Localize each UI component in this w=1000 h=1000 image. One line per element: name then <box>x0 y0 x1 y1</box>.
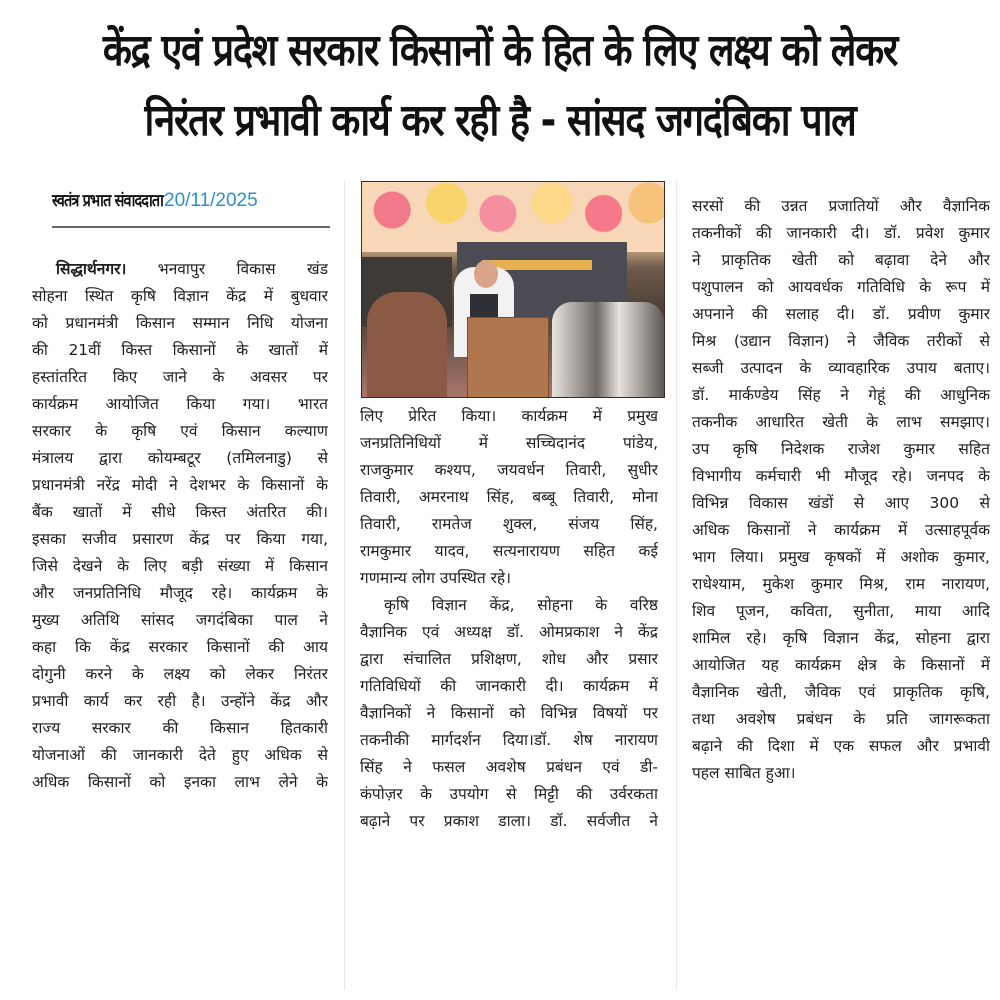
article-line: की 21वीं किस्त किसानों के खातों में <box>32 341 328 359</box>
article-line: वैज्ञानिक खेती, जैविक एवं प्राकृतिक कृषि, <box>692 683 990 701</box>
news-photo <box>361 181 665 398</box>
byline <box>52 188 330 212</box>
article-line: कहा कि केंद्र सरकार किसानों की आय <box>32 638 328 656</box>
article-line: सोहना स्थित कृषि विज्ञान केंद्र में बुधवार <box>32 287 328 305</box>
article-line: जिसे देखने के लिए बड़ी संख्या में किसान <box>32 557 328 575</box>
article-line: सरकार के कृषि एवं किसान कल्याण <box>32 422 328 440</box>
article-line: सब्जी उत्पादन के व्यावहारिक उपाय बताए। <box>692 359 990 377</box>
article-line: तकनीकों की जानकारी दी। डॉ. प्रवेश कुमार <box>692 224 990 242</box>
article-line: तकनीकी मार्गदर्शन दिया।डॉ. शेष नारायण <box>360 731 658 749</box>
article-line: पहल साबित हुआ। <box>692 764 796 782</box>
article-line: हस्तांतरित किए जाने के अवसर पर <box>32 368 328 386</box>
article-line: गणमान्य लोग उपस्थित रहे। <box>360 569 512 587</box>
article-line: राधेश्याम, मुकेश कुमार मिश्र, राम नारायण, <box>692 575 990 593</box>
article-line: को प्रधानमंत्री किसान सम्मान निधि योजना <box>32 314 328 332</box>
article-line: पशुपालन को आयवर्धक गतिविधि के रूप में <box>692 278 990 296</box>
article-line: प्रधानमंत्री नरेंद्र मोदी ने देशभर के किसानों के <box>32 476 328 494</box>
article-column-left <box>32 256 328 796</box>
article-line: राजकुमार कश्यप, जयवर्धन तिवारी, सुधीर <box>360 461 658 479</box>
article-line: उप कृषि निदेशक राजेश कुमार सहित <box>692 440 990 458</box>
photo-podium <box>467 317 549 398</box>
article-line: वैज्ञानिक एवं अध्यक्ष डॉ. ओमप्रकाश ने केंद्र <box>360 623 658 641</box>
column-divider-right <box>676 180 677 990</box>
article-line: ने प्राकृतिक खेती को बढ़ावा देने और <box>692 251 990 269</box>
article-line: मुख्य अतिथि सांसद जगदंबिका पाल ने <box>32 611 328 629</box>
article-line: शामिल रहे। कृषि विज्ञान केंद्र, सोहना द्वारा <box>692 629 990 647</box>
photo-speaker-head <box>474 260 498 288</box>
column-divider-left <box>344 180 345 990</box>
article-line: कृषि विज्ञान केंद्र, सोहना के वरिष्ठ <box>384 596 658 614</box>
article-line: विभिन्न विकास खंडों से आए 300 से <box>692 494 990 512</box>
article-line: जनप्रतिनिधियों में सच्चिदानंद पांडेय, <box>360 434 658 452</box>
headline-line-1: केंद्र एवं प्रदेश सरकार किसानों के हित के लिए लक्ष्य को लेकर <box>102 25 898 76</box>
headline-line-2: निरंतर प्रभावी कार्य कर रही है - सांसद जगदंबिका पाल <box>144 95 856 146</box>
article-line: कार्यक्रम आयोजित किया गया। भारत <box>32 395 328 413</box>
article-line: भाग लिया। प्रमुख कृषकों में अशोक कुमार, <box>692 548 990 566</box>
article-line: प्रभावी कार्य कर रही है। उन्होंने केंद्र और <box>32 692 328 710</box>
article-line: दोगुनी करने के लक्ष्य को लेकर निरंतर <box>32 665 328 683</box>
article-line: अधिक किसानों को इनका लाभ लेने के <box>32 773 328 791</box>
article-column-right <box>692 193 990 787</box>
article-line: तिवारी, अमरनाथ सिंह, बब्बू तिवारी, मोना <box>360 488 658 506</box>
article-line: बढ़ाने की दिशा में एक सफल और प्रभावी <box>692 737 990 755</box>
article-line: तिवारी, रामतेज शुक्ल, संजय सिंह, <box>360 515 658 533</box>
article-line: गतिविधियों की जानकारी दी। कार्यक्रम में <box>360 677 658 695</box>
article-line: आयोजित यह कार्यक्रम क्षेत्र के किसानों में <box>692 656 990 674</box>
article-line: कंपोज़र के उपयोग से मिट्टी की उर्वरकता <box>360 785 658 803</box>
article-line: तथा अवशेष प्रबंधन के प्रति जागरूकता <box>692 710 990 728</box>
article-line: विभागीय कर्मचारी भी मौजूद रहे। जनपद के <box>692 467 990 485</box>
article-line: वैज्ञानिकों ने किसानों को विभिन्न विषयों पर <box>360 704 658 722</box>
photo-audience-left <box>367 292 447 397</box>
article-line: द्वारा संचालित प्रशिक्षण, शोध और प्रसार <box>360 650 658 668</box>
article-line: तकनीक आधारित खेती के लाभ समझाए। <box>692 413 990 431</box>
byline-divider <box>52 226 330 228</box>
article-line: लिए प्रेरित किया। कार्यक्रम में प्रमुख <box>360 407 658 425</box>
article-line: योजनाओं की जानकारी देते हुए अधिक से <box>32 746 328 764</box>
article-line: सिद्धार्थनगर। भनवापुर विकास खंड <box>56 260 328 278</box>
article-line: सरसों की उन्नत प्रजातियों और वैज्ञानिक <box>692 197 990 215</box>
article-line: शिव पूजन, कविता, सुनीता, माया आदि <box>692 602 990 620</box>
article-line: डॉ. मार्कण्डेय सिंह ने गेहूं की आधुनिक <box>692 386 990 404</box>
article-line: बढ़ाने पर प्रकाश डाला। डॉ. सर्वजीत ने <box>360 812 658 830</box>
article-line: इसका सजीव प्रसारण केंद्र पर किया गया, <box>32 530 328 548</box>
dateline: सिद्धार्थनगर। <box>56 260 127 278</box>
article-line: रामकुमार यादव, सत्यनारायण सहित कई <box>360 542 658 560</box>
photo-audience-right <box>552 302 664 397</box>
article-column-middle <box>360 403 658 835</box>
byline-date: 20/11/2025 <box>164 190 258 211</box>
byline-author: स्वतंत्र प्रभात संवाददाता <box>52 191 164 211</box>
article-line: राज्य सरकार की किसान हितकारी <box>32 719 328 737</box>
article-line: बैंक खातों में सीधे किस्त अंतरित की। <box>32 503 328 521</box>
article-line: मिश्र (उद्यान विज्ञान) ने जैविक तरीकों से <box>692 332 990 350</box>
article-line: सिंह ने फसल अवशेष प्रबंधन एवं डी- <box>360 758 658 776</box>
article-line: मंत्रालय द्वारा कोयम्बटूर (तमिलनाडु) से <box>32 449 328 467</box>
article-line: और जनप्रतिनिधि मौजूद रहे। कार्यक्रम के <box>32 584 328 602</box>
article-line: अधिक किसानों ने कार्यक्रम में उत्साहपूर्वक <box>692 521 990 539</box>
article-line: अपनाने की सलाह दी। डॉ. प्रवीण कुमार <box>692 305 990 323</box>
